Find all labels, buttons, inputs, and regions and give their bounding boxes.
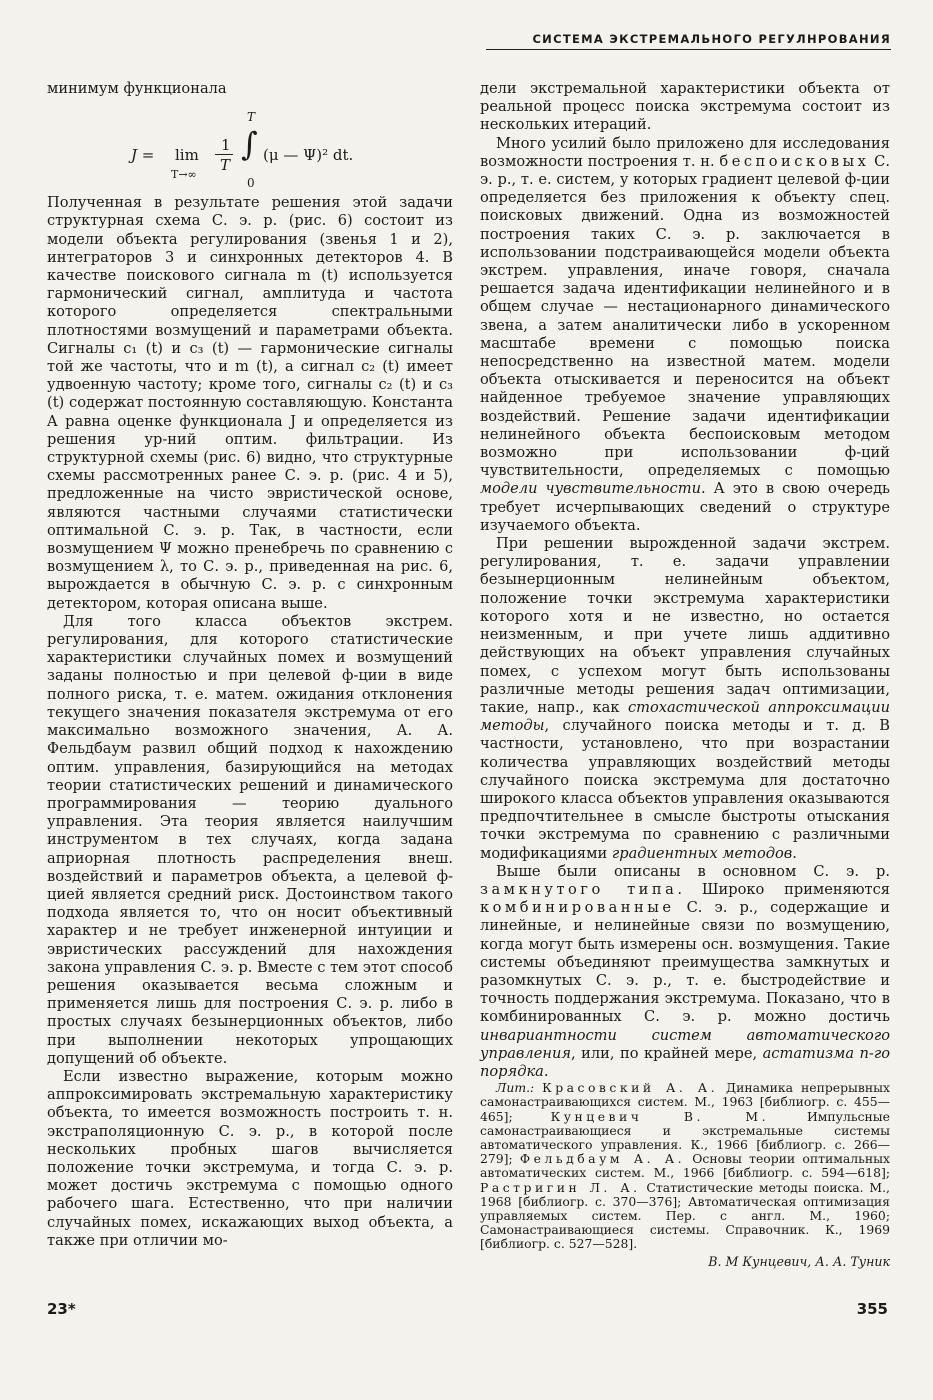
ref-text: Основы теории оптимальных автоматических систем. М., 1966 [библиогр. с. 594—618];	[480, 1151, 890, 1181]
ref-text: Импульсные самонастраивающиеся и экстремальные системы автоматического управления. К., 1966 [библиогр. с. 266—279];	[480, 1108, 890, 1167]
text: Выше были описаны в основном С. э. р.	[496, 862, 890, 880]
paragraph	[480, 135, 890, 535]
formula-intro: минимум функционала	[47, 80, 227, 97]
text: . Широко применяются	[677, 880, 890, 898]
text: Много усилий было приложено для исследования возможности построения т. н.	[480, 134, 890, 170]
text: .	[543, 1062, 549, 1080]
ref-author: Красовский А. А.	[542, 1080, 719, 1096]
left-column	[47, 80, 453, 1250]
integral-upper: T	[247, 110, 256, 125]
text: .	[792, 844, 797, 862]
text: , или, по крайней мере,	[571, 1044, 763, 1062]
ref-author: Кунцевич В. М.	[550, 1108, 770, 1124]
text: С. э. р., содержащие и линейные, и нелинейные связи по возмущению, когда могут быть измерены осн. возмущения. Такие системы объединяют преимущества замкнутых и разомкнутых С. э. р., т. е. быстродействие и точность поддержания экстремума. Показано, что в комбинированных С. э. р. можно достичь	[480, 899, 890, 1026]
text: При решении вырожденной задачи экстрем. регулирования, т. е. задачи управлении безынерционным нелинейным объектом, положение точки экстремума характеристики которого хотя и не известно, но остается неизменным, и при учете лишь аддитивно действующих на объект управления случайных помех, с успехом могут быть использованы различные методы решения задач оптимизации, такие, напр., как	[480, 535, 890, 716]
text: С. э. р., т. е. систем, у которых градиент целевой ф-ции определяется без приложения к объекту спец. поисковых движений. Одна из возможностей построения таких С. э. р. заключается в использовании подстраивающейся модели объекта экстрем. управления, иначе говоря, сначала решается задача идентификации нелинейного и в общем случае — нестационарного динамического звена, а затем аналитически либо в ускоренном масштабе времени с помощью поиска непосредственно на известной матем. модели объекта отыскивается и переносится на объект найденное требуемое значение управляющих воздействий. Решение задачи идентификации нелинейного объекта беспоисковым методом возможно при использовании ф-ций чувствительности, определяемых с помощью	[480, 152, 890, 480]
paragraph: Если известно выражение, которым можно аппроксимировать экстремальную характеристику объекта, то имеется возможность построить т. н. экстраполяционную С. э. р., в которой после нескольких пробных шагов вычисляется положение точки экстремума, и тогда С. э. р. может достичь экстремума с помощью одного рабочего шага. Естественно, что при наличии случайных помех, искажающих выход объекта, а также при отличии мо-	[47, 1067, 453, 1249]
references	[480, 1081, 890, 1251]
paragraph	[480, 535, 890, 863]
paragraph: дели экстремальной характеристики объекта от реальной процесс поиска экстремума состоит из нескольких итераций.	[480, 80, 890, 134]
text: . А это в свою очередь требует исчерпывающих сведений о структуре изучаемого объекта.	[480, 480, 890, 534]
ref-text: Динамика непрерывных самонастраивающихся систем. М., 1963 [библиогр. с. 455—465];	[480, 1080, 890, 1124]
italic-term: астатизма n-го порядка	[480, 1044, 891, 1080]
italic-term: модели чувствительности	[480, 480, 701, 498]
formula-numerator: 1	[221, 136, 231, 155]
italic-term: градиентных методов	[611, 844, 793, 862]
paragraph: Для того класса объектов экстрем. регулирования, для которого статистические характеристики случайных помех и возмущений заданы полностью и при целевой ф-ции в виде полного риска, т. е. матем. ожидания отклонения текущего значения показателя экстремума от его максимально возможного значения, А. А. Фельдбаум развил общий подход к нахождению оптим. управления, базирующийся на методах теории статистических решений и динамического программирования — теорию дуального управления. Эта теория является наилучшим инструментом в тех случаях, когда задана априорная плотность распределения внеш. воздействий и параметров объекта, а целевой ф-цией является средний риск. Достоинством такого подхода является то, что он носит объективный характер и не требует инженерной интуиции и эвристических рассуждений для нахождения закона управления С. э. р. Вместе с тем этот способ решения оказывается весьма сложным и применяется лишь для построения С. э. р. либо в простых случаях безынерционных объектов, либо при выполнении некоторых упрощающих допущений об объекте.	[47, 612, 453, 1067]
italic-term: стохастической аппроксимации методы	[480, 698, 890, 735]
formula-lhs: J =	[131, 146, 155, 165]
spaced-term: беспоисковых	[719, 152, 870, 170]
ref-author: Фельдбаум А. А.	[519, 1151, 686, 1167]
integral-sign: ∫	[241, 125, 258, 164]
running-header: СИСТЕМА ЭКСТРЕМАЛЬНОГО РЕГУЛНРОВАНИЯ	[486, 32, 891, 50]
paragraph: Полученная в результате решения этой задачи структурная схема С. э. р. (рис. 6) состоит из модели объекта регулирования (звенья 1 и 2), интеграторов 3 и синхронных детекторов 4. В качестве поискового сигнала m (t) используется гармонический сигнал, амплитуда и частота которого определяется спектральными плотностями возмущений и параметрами объекта. Сигналы c₁ (t) и c₃ (t) — гармонические сигналы той же частоты, что и m (t), а сигнал c₂ (t) имеет удвоенную частоту; кроме того, сигналы c₂ (t) и c₃ (t) содержат постоянную составляющую. Константа A равна оценке функционала J и определяется из решения ур-ний оптим. фильтрации. Из структурной схемы (рис. 6) видно, что структурные схемы рассмотренных ранее С. э. р. (рис. 4 и 5), предложенные на чисто эвристической основе, являются частными случаями статистически оптимальной С. э. р. Так, в частности, если возмущением Ψ можно пренебречь по сравнению с возмущением λ, то С. э. р., приведенная на рис. 6, вырождается в обычную С. э. р. с синхронным детектором, которая описана выше.	[47, 194, 453, 612]
page-number: 355	[856, 1300, 888, 1318]
text: , случайного поиска методы и т. д. В частности, установлено, что при возрастании количества управляющих воздействий методы случайного поиска экстремума для достаточно широкого класса объектов управления оказываются предпочтительнее в смысле быстроты отыскания точки экстремума по сравнению с различными модификациями	[480, 717, 890, 862]
italic-term: инвариантности систем автоматического управления	[480, 1026, 890, 1062]
spaced-term: замкнутого типа	[480, 880, 678, 898]
functional-formula	[47, 100, 453, 191]
formula-denominator: T	[220, 156, 231, 175]
formula-lim-sub: T→∞	[171, 168, 197, 182]
sheet-signature: 23*	[47, 1300, 76, 1318]
formula-lim: lim	[175, 146, 199, 165]
formula-integrand: (μ — Ψ)² dt.	[263, 146, 354, 165]
paragraph	[480, 863, 890, 1081]
article-authors: В. М Кунцевич, А. А. Туник	[708, 1253, 890, 1269]
spaced-term: комбинированные	[480, 899, 675, 917]
ref-author: Растригин Л. А.	[480, 1179, 641, 1195]
integral-lower: 0	[247, 176, 255, 191]
references-label: Лит.:	[496, 1080, 535, 1096]
right-column	[480, 80, 890, 1271]
fraction-bar	[215, 154, 233, 155]
ref-text: Статистические методы поиска. М., 1968 [библиогр. с. 370—376]; Автоматическая оптимизация управляемых систем. Пер. с англ. М., 1960; Самонастраивающиеся системы. Справочник. К., 1969 [библиогр. с. 527—528].	[480, 1179, 890, 1252]
